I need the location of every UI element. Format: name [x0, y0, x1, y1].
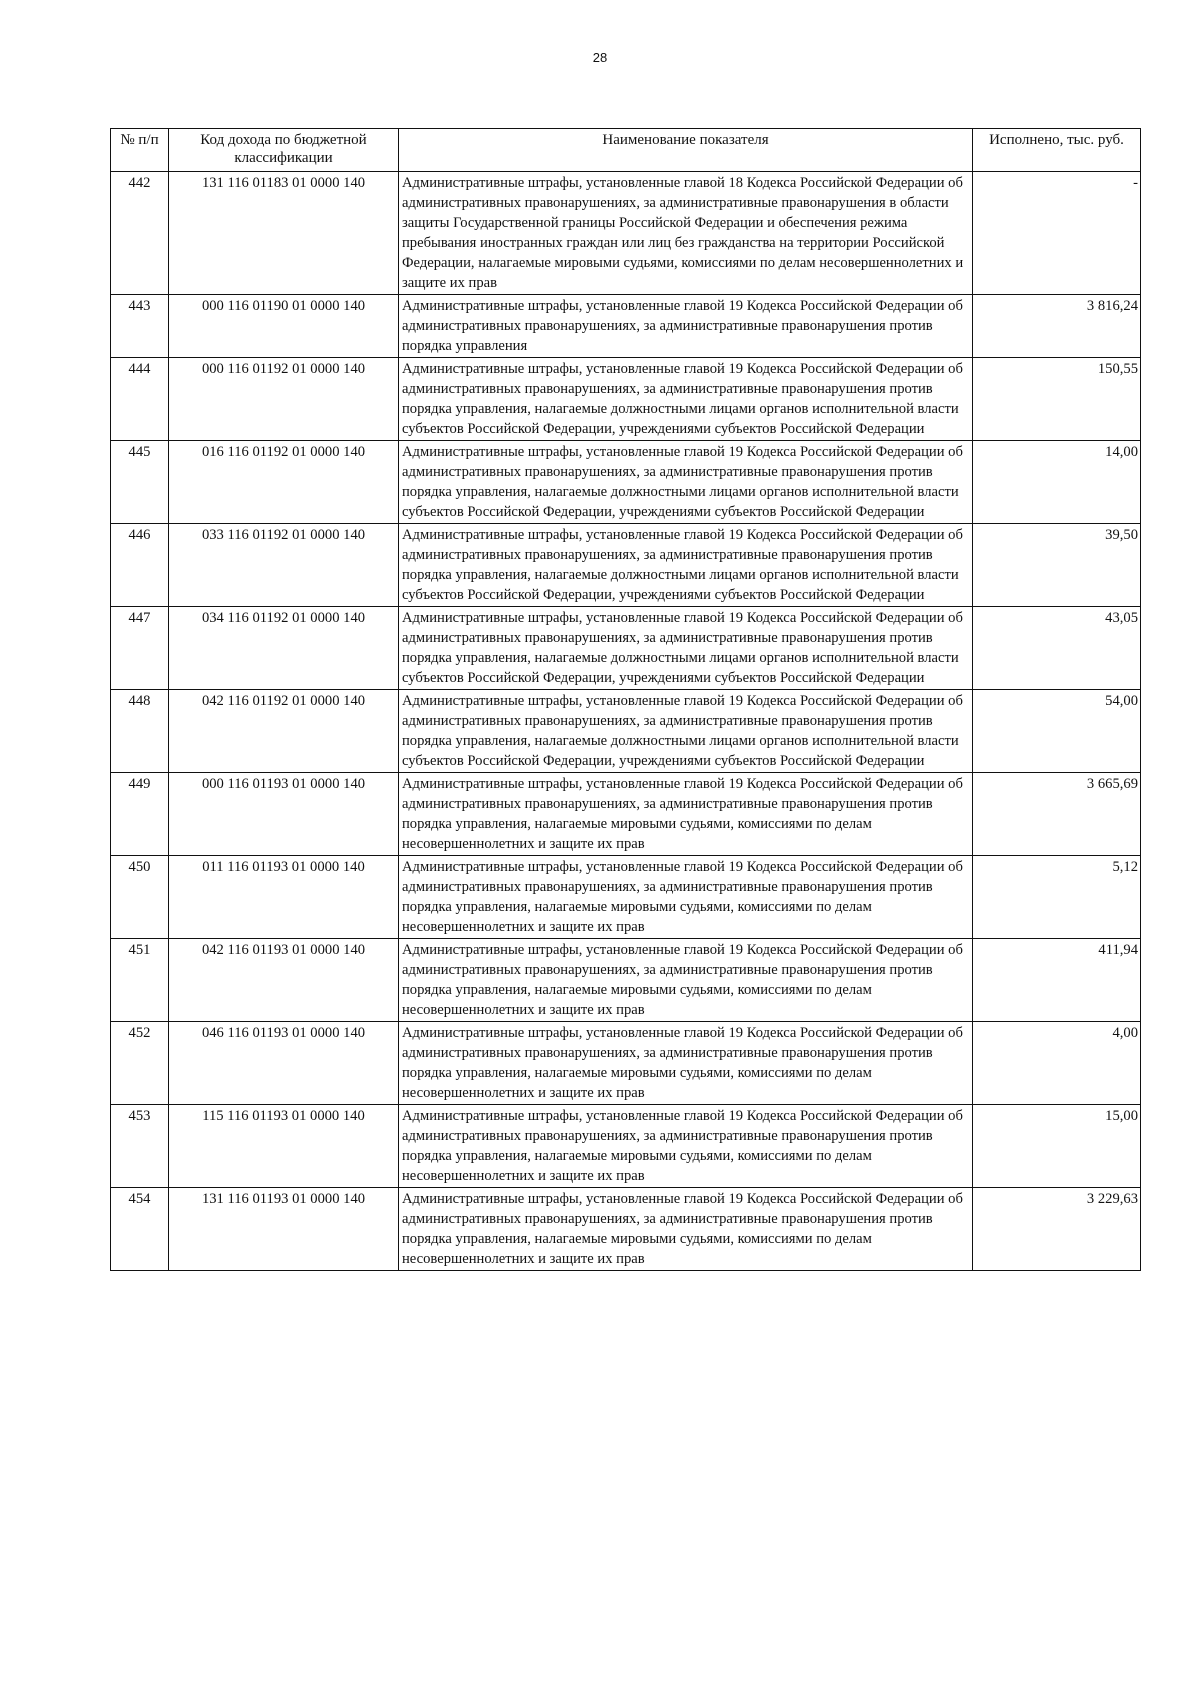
revenue-code: 115 116 01193 01 0000 140 — [169, 1105, 399, 1188]
revenue-code: 042 116 01193 01 0000 140 — [169, 939, 399, 1022]
revenue-code: 131 116 01193 01 0000 140 — [169, 1188, 399, 1271]
executed-amount: 39,50 — [973, 524, 1141, 607]
table-row — [111, 607, 1141, 690]
table-row — [111, 524, 1141, 607]
row-number: 448 — [111, 690, 169, 773]
executed-amount: 5,12 — [973, 856, 1141, 939]
indicator-name: Административные штрафы, установленные главой 19 Кодекса Российской Федерации об административных правонарушениях, за административные правонарушения против порядка управления, налагаемые мировыми судьями, комиссиями по делам несовершеннолетних и защите их прав — [399, 1188, 973, 1271]
indicator-name: Административные штрафы, установленные главой 19 Кодекса Российской Федерации об административных правонарушениях, за административные правонарушения против порядка управления, налагаемые должностными лицами органов исполнительной власти субъектов Российской Федерации, учреждениями субъектов Российской Федерации — [399, 524, 973, 607]
revenue-code: 131 116 01183 01 0000 140 — [169, 172, 399, 295]
row-number: 444 — [111, 358, 169, 441]
table-row — [111, 295, 1141, 358]
revenue-table — [110, 128, 1141, 1271]
indicator-name: Административные штрафы, установленные главой 19 Кодекса Российской Федерации об административных правонарушениях, за административные правонарушения против порядка управления, налагаемые мировыми судьями, комиссиями по делам несовершеннолетних и защите их прав — [399, 939, 973, 1022]
revenue-code: 042 116 01192 01 0000 140 — [169, 690, 399, 773]
row-number: 451 — [111, 939, 169, 1022]
executed-amount: 4,00 — [973, 1022, 1141, 1105]
row-number: 445 — [111, 441, 169, 524]
revenue-code: 034 116 01192 01 0000 140 — [169, 607, 399, 690]
indicator-name: Административные штрафы, установленные главой 19 Кодекса Российской Федерации об административных правонарушениях, за административные правонарушения против порядка управления, налагаемые должностными лицами органов исполнительной власти субъектов Российской Федерации, учреждениями субъектов Российской Федерации — [399, 607, 973, 690]
revenue-code: 011 116 01193 01 0000 140 — [169, 856, 399, 939]
indicator-name: Административные штрафы, установленные главой 18 Кодекса Российской Федерации об административных правонарушениях, за административные правонарушения в области защиты Государственной границы Российской Федерации и обеспечения режима пребывания иностранных граждан или лиц без гражданства на территории Российской Федерации, налагаемые мировыми судьями, комиссиями по делам несовершеннолетних и защите их прав — [399, 172, 973, 295]
row-number: 449 — [111, 773, 169, 856]
table-row — [111, 939, 1141, 1022]
executed-amount: 15,00 — [973, 1105, 1141, 1188]
executed-amount: - — [973, 172, 1141, 295]
table-row — [111, 1022, 1141, 1105]
row-number: 450 — [111, 856, 169, 939]
executed-amount: 3 229,63 — [973, 1188, 1141, 1271]
table-header-row — [111, 129, 1141, 172]
indicator-name: Административные штрафы, установленные главой 19 Кодекса Российской Федерации об административных правонарушениях, за административные правонарушения против порядка управления, налагаемые мировыми судьями, комиссиями по делам несовершеннолетних и защите их прав — [399, 1105, 973, 1188]
executed-amount: 43,05 — [973, 607, 1141, 690]
indicator-name: Административные штрафы, установленные главой 19 Кодекса Российской Федерации об административных правонарушениях, за административные правонарушения против порядка управления, налагаемые должностными лицами органов исполнительной власти субъектов Российской Федерации, учреждениями субъектов Российской Федерации — [399, 358, 973, 441]
indicator-name: Административные штрафы, установленные главой 19 Кодекса Российской Федерации об административных правонарушениях, за административные правонарушения против порядка управления, налагаемые должностными лицами органов исполнительной власти субъектов Российской Федерации, учреждениями субъектов Российской Федерации — [399, 690, 973, 773]
revenue-code: 033 116 01192 01 0000 140 — [169, 524, 399, 607]
table-row — [111, 856, 1141, 939]
executed-amount: 54,00 — [973, 690, 1141, 773]
row-number: 447 — [111, 607, 169, 690]
revenue-code: 000 116 01193 01 0000 140 — [169, 773, 399, 856]
header-row-number: № п/п — [111, 129, 169, 172]
row-number: 452 — [111, 1022, 169, 1105]
indicator-name: Административные штрафы, установленные главой 19 Кодекса Российской Федерации об административных правонарушениях, за административные правонарушения против порядка управления, налагаемые должностными лицами органов исполнительной власти субъектов Российской Федерации, учреждениями субъектов Российской Федерации — [399, 441, 973, 524]
table-row — [111, 773, 1141, 856]
executed-amount: 411,94 — [973, 939, 1141, 1022]
executed-amount: 3 816,24 — [973, 295, 1141, 358]
table-row — [111, 358, 1141, 441]
header-indicator-name: Наименование показателя — [399, 129, 973, 172]
revenue-code: 046 116 01193 01 0000 140 — [169, 1022, 399, 1105]
indicator-name: Административные штрафы, установленные главой 19 Кодекса Российской Федерации об административных правонарушениях, за административные правонарушения против порядка управления, налагаемые мировыми судьями, комиссиями по делам несовершеннолетних и защите их прав — [399, 856, 973, 939]
row-number: 443 — [111, 295, 169, 358]
table-row — [111, 1188, 1141, 1271]
executed-amount: 14,00 — [973, 441, 1141, 524]
indicator-name: Административные штрафы, установленные главой 19 Кодекса Российской Федерации об административных правонарушениях, за административные правонарушения против порядка управления, налагаемые мировыми судьями, комиссиями по делам несовершеннолетних и защите их прав — [399, 1022, 973, 1105]
header-executed-amount: Исполнено, тыс. руб. — [973, 129, 1141, 172]
row-number: 446 — [111, 524, 169, 607]
table-row — [111, 1105, 1141, 1188]
header-revenue-code: Код дохода по бюджетной классификации — [169, 129, 399, 172]
revenue-code: 016 116 01192 01 0000 140 — [169, 441, 399, 524]
table-row — [111, 172, 1141, 295]
indicator-name: Административные штрафы, установленные главой 19 Кодекса Российской Федерации об административных правонарушениях, за административные правонарушения против порядка управления, налагаемые мировыми судьями, комиссиями по делам несовершеннолетних и защите их прав — [399, 773, 973, 856]
row-number: 454 — [111, 1188, 169, 1271]
table-row — [111, 690, 1141, 773]
revenue-code: 000 116 01192 01 0000 140 — [169, 358, 399, 441]
row-number: 442 — [111, 172, 169, 295]
table-row — [111, 441, 1141, 524]
executed-amount: 150,55 — [973, 358, 1141, 441]
executed-amount: 3 665,69 — [973, 773, 1141, 856]
row-number: 453 — [111, 1105, 169, 1188]
revenue-code: 000 116 01190 01 0000 140 — [169, 295, 399, 358]
indicator-name: Административные штрафы, установленные главой 19 Кодекса Российской Федерации об административных правонарушениях, за административные правонарушения против порядка управления — [399, 295, 973, 358]
page-number: 28 — [592, 50, 608, 65]
